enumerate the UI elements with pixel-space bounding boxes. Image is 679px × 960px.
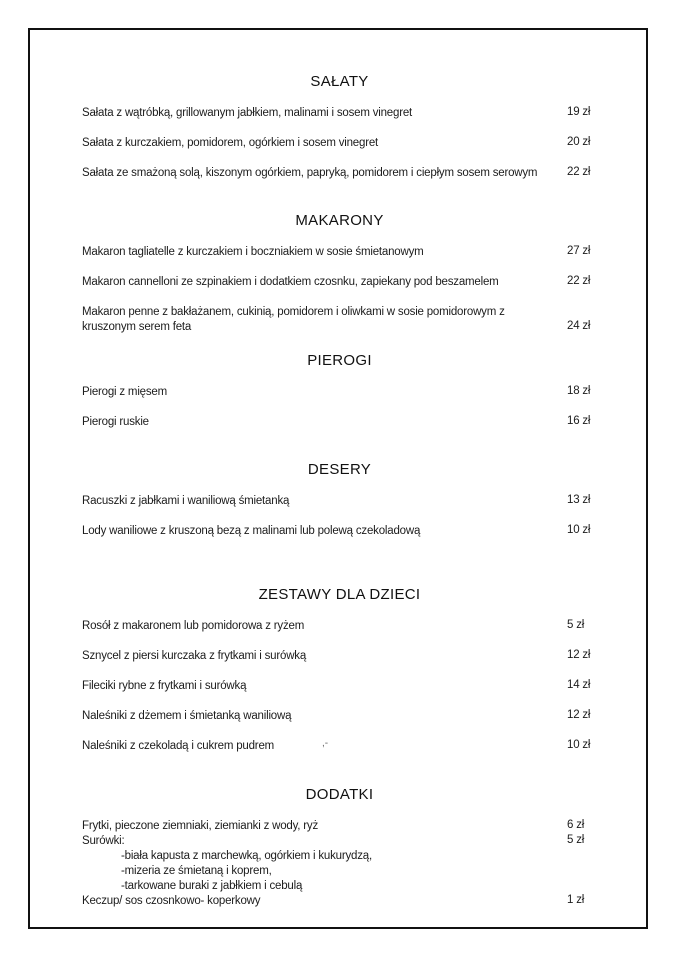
menu-price: 27 zł xyxy=(567,245,591,257)
menu-price: 18 zł xyxy=(567,385,591,397)
menu-item: Surówki: xyxy=(82,835,125,847)
menu-item: Pierogi ruskie xyxy=(82,416,149,428)
menu-price: 24 zł xyxy=(567,320,591,332)
menu-item: Frytki, pieczone ziemniaki, ziemianki z wody, ryż xyxy=(82,820,319,832)
menu-price: 16 zł xyxy=(567,415,591,427)
menu-price: 5 zł xyxy=(567,834,585,846)
menu-item: Sałata z wątróbką, grillowanym jabłkiem, malinami i sosem vinegret xyxy=(82,107,413,119)
section-title-zestawy: ZESTAWY DLA DZIECI xyxy=(258,586,421,603)
menu-price: 19 zł xyxy=(567,106,591,118)
menu-price: 20 zł xyxy=(567,136,591,148)
menu-item: Naleśniki z dżemem i śmietanką waniliową xyxy=(82,710,292,722)
menu-item: Makaron tagliatelle z kurczakiem i boczniakiem w sosie śmietanowym xyxy=(82,246,424,258)
menu-price: 14 zł xyxy=(567,679,591,691)
surowka-option: -mizeria ze śmietaną i koprem, xyxy=(121,865,272,877)
menu-item: Fileciki rybne z frytkami i surówką xyxy=(82,680,247,692)
section-title-makarony: MAKARONY xyxy=(295,212,384,229)
menu-item: Lody waniliowe z kruszoną bezą z malinami lub polewą czekoladową xyxy=(82,525,421,537)
menu-price: 22 zł xyxy=(567,275,591,287)
section-title-salaty: SAŁATY xyxy=(310,73,369,90)
surowka-option: -biała kapusta z marchewką, ogórkiem i kukurydzą, xyxy=(121,850,372,862)
menu-item: Racuszki z jabłkami i waniliową śmietanką xyxy=(82,495,290,507)
menu-item: Sałata z kurczakiem, pomidorem, ogórkiem i sosem vinegret xyxy=(82,137,379,149)
section-title-desery: DESERY xyxy=(307,461,372,478)
menu-price: 6 zł xyxy=(567,819,585,831)
menu-item: Rosół z makaronem lub pomidorowa z ryżem xyxy=(82,620,305,632)
menu-item: Makaron cannelloni ze szpinakiem i dodatkiem czosnku, zapiekany pod beszamelem xyxy=(82,276,499,288)
menu-price: 5 zł xyxy=(567,619,585,631)
menu-item-continued: kruszonym serem feta xyxy=(82,321,192,333)
section-title-dodatki: DODATKI xyxy=(305,786,374,803)
menu-price: 10 zł xyxy=(567,739,591,751)
menu-price: 12 zł xyxy=(567,649,591,661)
surowka-option: -tarkowane buraki z jabłkiem i cebulą xyxy=(121,880,303,892)
menu-price: 22 zł xyxy=(567,166,591,178)
menu-item: Pierogi z mięsem xyxy=(82,386,167,398)
menu-item: Sałata ze smażoną solą, kiszonym ogórkiem, papryką, pomidorem i ciepłym sosem serowym xyxy=(82,167,538,179)
menu-item: Naleśniki z czekoladą i cukrem pudrem xyxy=(82,740,275,752)
menu-item: Sznycel z piersi kurczaka z frytkami i surówką xyxy=(82,650,307,662)
section-title-pierogi: PIEROGI xyxy=(307,352,372,369)
stray-mark: ,- xyxy=(322,738,329,749)
menu-price: 13 zł xyxy=(567,494,591,506)
menu-item: Makaron penne z bakłażanem, cukinią, pomidorem i oliwkami w sosie pomidorowym z xyxy=(82,306,505,318)
menu-price: 1 zł xyxy=(567,894,585,906)
menu-item: Keczup/ sos czosnkowo- koperkowy xyxy=(82,895,261,907)
menu-price: 10 zł xyxy=(567,524,591,536)
menu-price: 12 zł xyxy=(567,709,591,721)
